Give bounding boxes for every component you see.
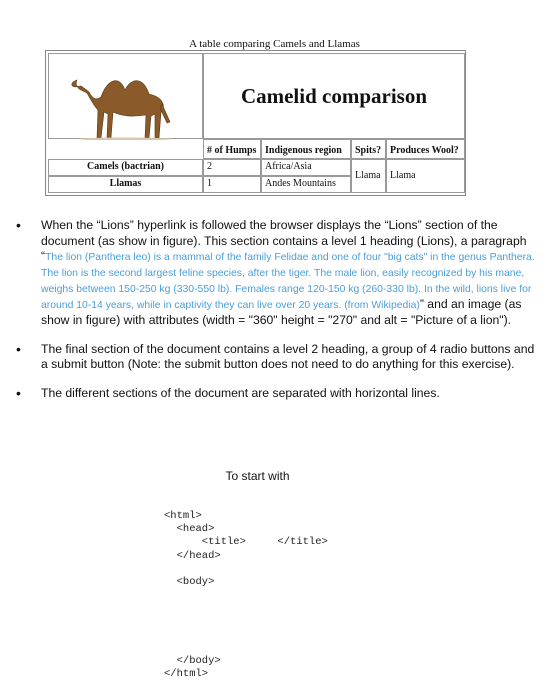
bullet-dot-icon: • xyxy=(16,217,21,233)
code-line: </html> xyxy=(164,668,209,681)
camel-icon xyxy=(67,60,185,140)
code-line: <head> xyxy=(164,523,215,536)
cell-camels-humps: 2 xyxy=(203,159,261,176)
code-line: </head> xyxy=(164,549,221,562)
cell-wool: Llama xyxy=(386,159,465,193)
table-title: Camelid comparison xyxy=(203,53,465,139)
bullet-dot-icon: • xyxy=(16,340,21,357)
list-item xyxy=(14,218,540,329)
bullet-dot-icon: • xyxy=(16,384,21,401)
list-item xyxy=(14,342,540,373)
table-caption: A table comparing Camels and Llamas xyxy=(189,38,360,50)
bullet-text: ” and an image (as show in figure) with attributes (width = "360" height = "270" and alt = "Picture of a lion"). xyxy=(41,297,522,328)
camelid-table xyxy=(45,50,466,196)
code-line: <body> xyxy=(164,575,215,588)
header-spits: Spits? xyxy=(351,139,386,159)
cell-camels-region: Africa/Asia xyxy=(261,159,351,176)
bullet-text: The different sections of the document are separated with horizontal lines. xyxy=(41,385,440,400)
code-block xyxy=(164,510,328,681)
lion-quote: The lion (Panthera leo) is a mammal of the family Felidae and one of four "big cats" in the genus Panthera. The lion is the second largest feline species, after the tiger. The male lion, easily recognized by his mane, weighs between 150-250 kg (330-550 lb). Females range 120-150 kg (260-330 lb). In the wild, lions live for around 10-14 years, while in captivity they can live over 20 years. (from Wikipedia) xyxy=(41,252,535,312)
header-humps: # of Humps xyxy=(203,139,261,159)
camel-image xyxy=(48,53,203,139)
header-wool: Produces Wool? xyxy=(386,139,465,159)
code-line: <title> </title> xyxy=(164,536,328,549)
cell-llamas-region: Andes Mountains xyxy=(261,176,351,193)
bullet-text: When the “Lions” hyperlink is followed the browser displays the “Lions” section of the document (as show in figure). This section contains a level 1 heading (Lions), a paragraph “ xyxy=(41,218,527,264)
cell-llamas-humps: 1 xyxy=(203,176,261,193)
list-item xyxy=(14,386,540,402)
code-line: </body> xyxy=(164,655,221,668)
header-region: Indigenous region xyxy=(261,139,351,159)
row-label-camels: Camels (bactrian) xyxy=(48,159,203,176)
row-label-llamas: Llamas xyxy=(48,176,203,193)
cell-spits: Llama xyxy=(351,159,386,193)
code-line: <html> xyxy=(164,510,202,522)
bullet-text: The final section of the document contains a level 2 heading, a group of 4 radio buttons and a submit button (Note: the submit button does not need to do anything for this exercise). xyxy=(41,341,535,372)
start-label: To start with xyxy=(225,469,290,483)
bullet-list xyxy=(14,218,540,415)
